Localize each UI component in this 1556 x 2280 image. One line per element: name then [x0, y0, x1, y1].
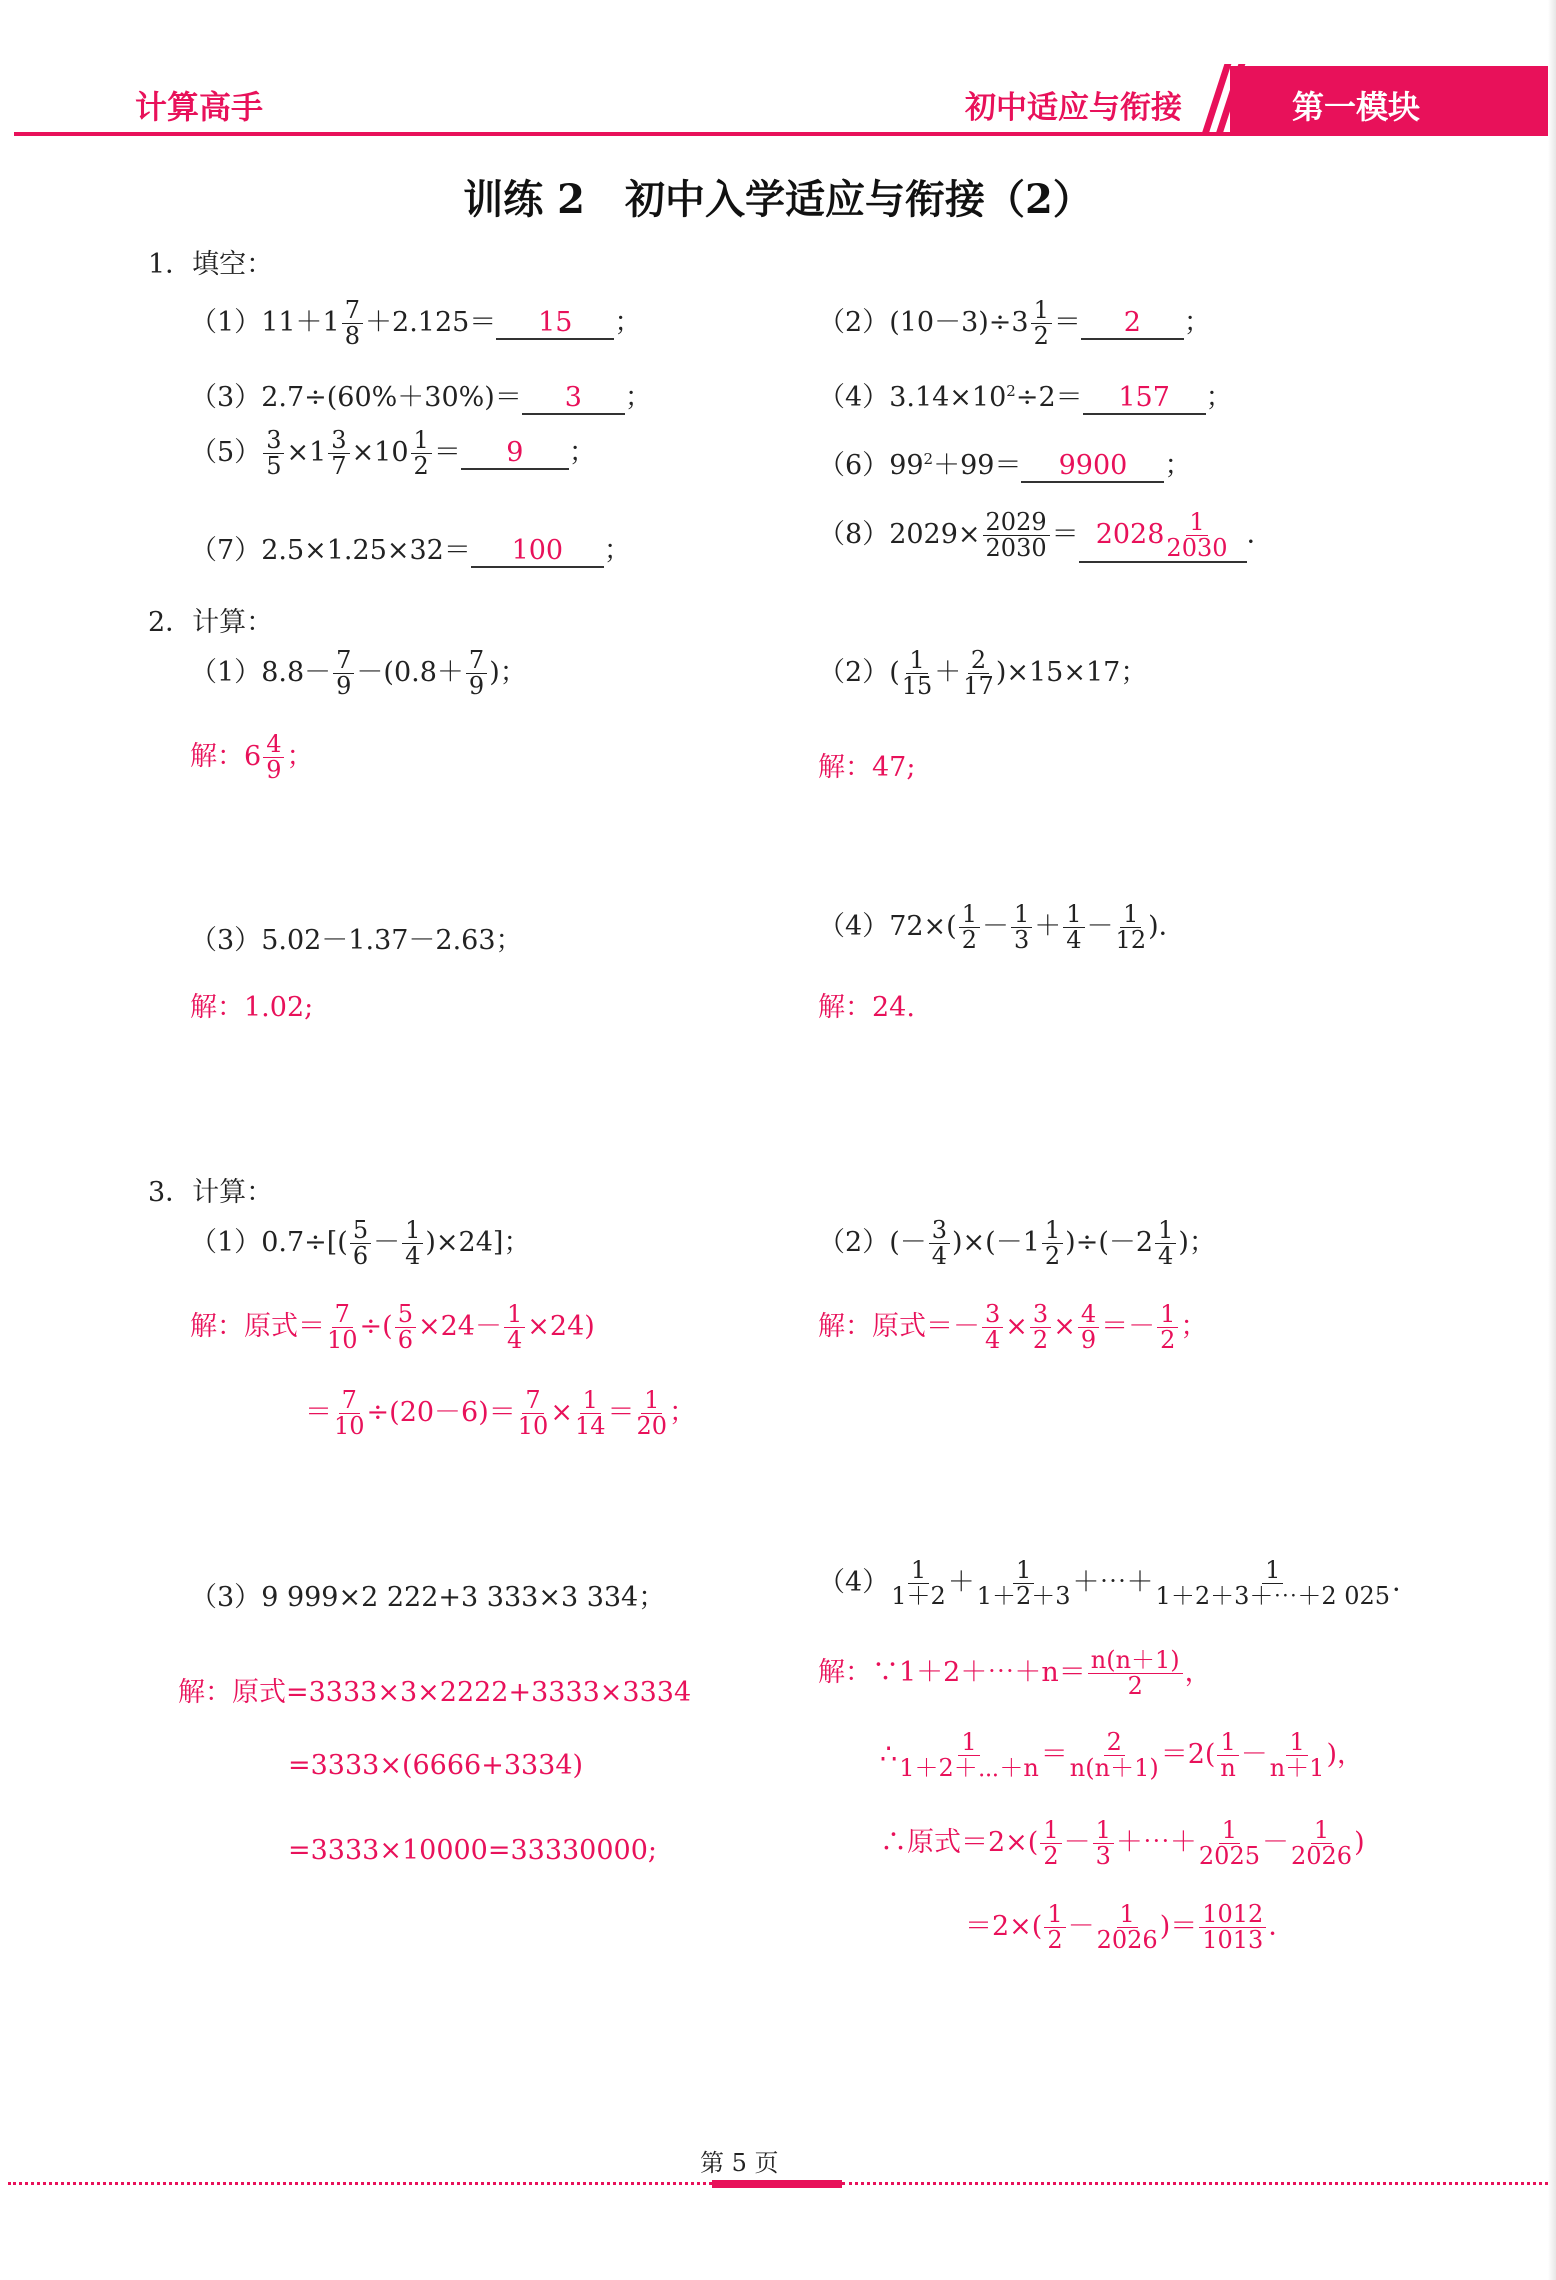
page-number: 第 5 页 [700, 2149, 779, 2177]
q3-problem-4: （4） $\frac{1}{1+2}$ ＋ $\frac{1}{1+2+3}$ ＋⋯＋ $\frac{1}{1+2+3+\cdots+2 025}$ ． [818, 1556, 1420, 1611]
q2-problem-4: （4）72×( $\frac{1}{2}$ － $\frac{1}{3}$ ＋ $\frac{1}{4}$ － $\frac{1}{12}$ )． [818, 900, 1186, 955]
page-edge-shadow [1548, 0, 1556, 2280]
q2-problem-1: （1）8.8－ $\frac{7}{9}$ －(0.8＋ $\frac{7}{9}$ )； [190, 646, 527, 701]
q3-solution-2: 解：原式＝－ $\frac{3}{4}$ × $\frac{3}{2}$ × $\frac{4}{9}$ ＝－ $\frac{1}{2}$ ； [818, 1300, 1208, 1355]
answer-blank: 2028 $\frac{1}{2030}$ [1079, 510, 1247, 563]
q1-item-5: （5） $\frac{3}{5}$ ×1 $\frac{3}{7}$ ×10 $\frac{1}{2}$ ＝ 9 ； [190, 426, 596, 481]
question-1-heading: 1．填空： [148, 249, 274, 280]
q3-solution-3-line-2: =3333×(6666+3334) [288, 1750, 584, 1781]
page-title: 训练 2 初中入学适应与衔接（2） [463, 176, 1093, 223]
q3-problem-3: （3）9 999×2 222+3 333×3 334； [190, 1582, 666, 1613]
q3-solution-4-line-1: 解：∵1＋2＋⋯＋n＝ $\frac{n(n+1)}{2}$ ， [818, 1646, 1212, 1701]
q3-solution-1-line-1: 解：原式＝ $\frac{7}{10}$ ÷( $\frac{5}{6}$ ×24－ $\frac{1}{4}$ ×24) [190, 1300, 595, 1355]
header-section-title: 初中适应与衔接 [965, 90, 1182, 126]
q1-item-4: $(4)3.14\times 10^2\div 2= 157$ ； [818, 382, 1233, 413]
q3-solution-4-line-3: ∴原式＝2×( $\frac{1}{2}$ － $\frac{1}{3}$ ＋⋯＋ $\frac{1}{2025}$ － $\frac{1}{2026}$ ) [880, 1816, 1365, 1871]
q3-solution-1-line-2: ＝ $\frac{7}{10}$ ÷(20－6)＝ $\frac{7}{10}$ × $\frac{1}{14}$ ＝ $\frac{1}{20}$ ； [305, 1386, 697, 1441]
q2-solution-1: 解：6 $\frac{4}{9}$ ； [190, 730, 314, 785]
q1-item-3: （3）2.7÷(60%＋30%)＝ 3 ； [190, 382, 652, 413]
q1-item-7: （7）2.5×1.25×32＝ 100 ； [190, 535, 631, 566]
header-module-label: 第一模块 [1292, 88, 1421, 126]
q3-solution-4-line-2: ∴ $\frac{1}{1+2+\cdots+n}$ ＝ $\frac{2}{n(n+1)}$ ＝2( $\frac{1}{n}$ － $\frac{1}{n+1}$ )， [880, 1728, 1364, 1783]
q3-problem-2: （2）(－ $\frac{3}{4}$ )×(－1 $\frac{1}{2}$ )÷(－2 $\frac{1}{4}$ )； [818, 1216, 1216, 1271]
question-2-heading: 2．计算： [148, 607, 274, 638]
q3-solution-3-line-3: =3333×10000=33330000; [288, 1835, 657, 1866]
answer-blank: 3 [522, 382, 625, 415]
q2-solution-3: 解：1.02; [190, 992, 314, 1023]
q3-problem-1: （1）0.7÷[( $\frac{5}{6}$ － $\frac{1}{4}$ )×24]； [190, 1216, 531, 1271]
question-3-heading: 3．计算： [148, 1177, 274, 1208]
answer-blank: 2 [1081, 307, 1184, 340]
answer-blank: 157 [1083, 382, 1206, 415]
q2-problem-2: （2）( $\frac{1}{15}$ ＋ $\frac{2}{17}$ )×15×17； [818, 646, 1148, 701]
q1-item-1: （1）11＋1 $\frac{7}{8}$ ＋2.125＝ 15 ； [190, 296, 642, 351]
q3-solution-3-line-1: 解：原式=3333×3×2222+3333×3334 [178, 1677, 692, 1708]
q2-problem-3: （3）5.02－1.37－2.63； [190, 925, 523, 956]
header-rule [14, 132, 1556, 136]
header-left-title: 计算高手 [135, 88, 264, 126]
q2-solution-4: 解：24. [818, 992, 915, 1023]
answer-blank: 15 [496, 307, 614, 340]
q1-item-8: （8）2029× $\frac{2029}{2030}$ ＝ 2028 $\frac{1}{2030}$ ． [818, 508, 1274, 563]
footer-dotted-rule [842, 2182, 1548, 2185]
q1-item-6: $(6)99^2+99= 9900$ ； [818, 450, 1192, 481]
q3-solution-4-line-4: ＝2×( $\frac{1}{2}$ － $\frac{1}{2026}$ )＝ $\frac{1012}{1013}$ ． [965, 1900, 1296, 1955]
q2-solution-2: 解：47; [818, 752, 916, 783]
footer-dotted-rule [8, 2182, 712, 2185]
q1-item-2: （2）(10－3)÷3 $\frac{1}{2}$ ＝ 2 ； [818, 296, 1211, 351]
answer-blank: 9 [461, 437, 569, 470]
footer-accent-bar [712, 2180, 842, 2188]
answer-blank: 9900 [1021, 450, 1164, 483]
answer-blank: 100 [471, 535, 604, 568]
